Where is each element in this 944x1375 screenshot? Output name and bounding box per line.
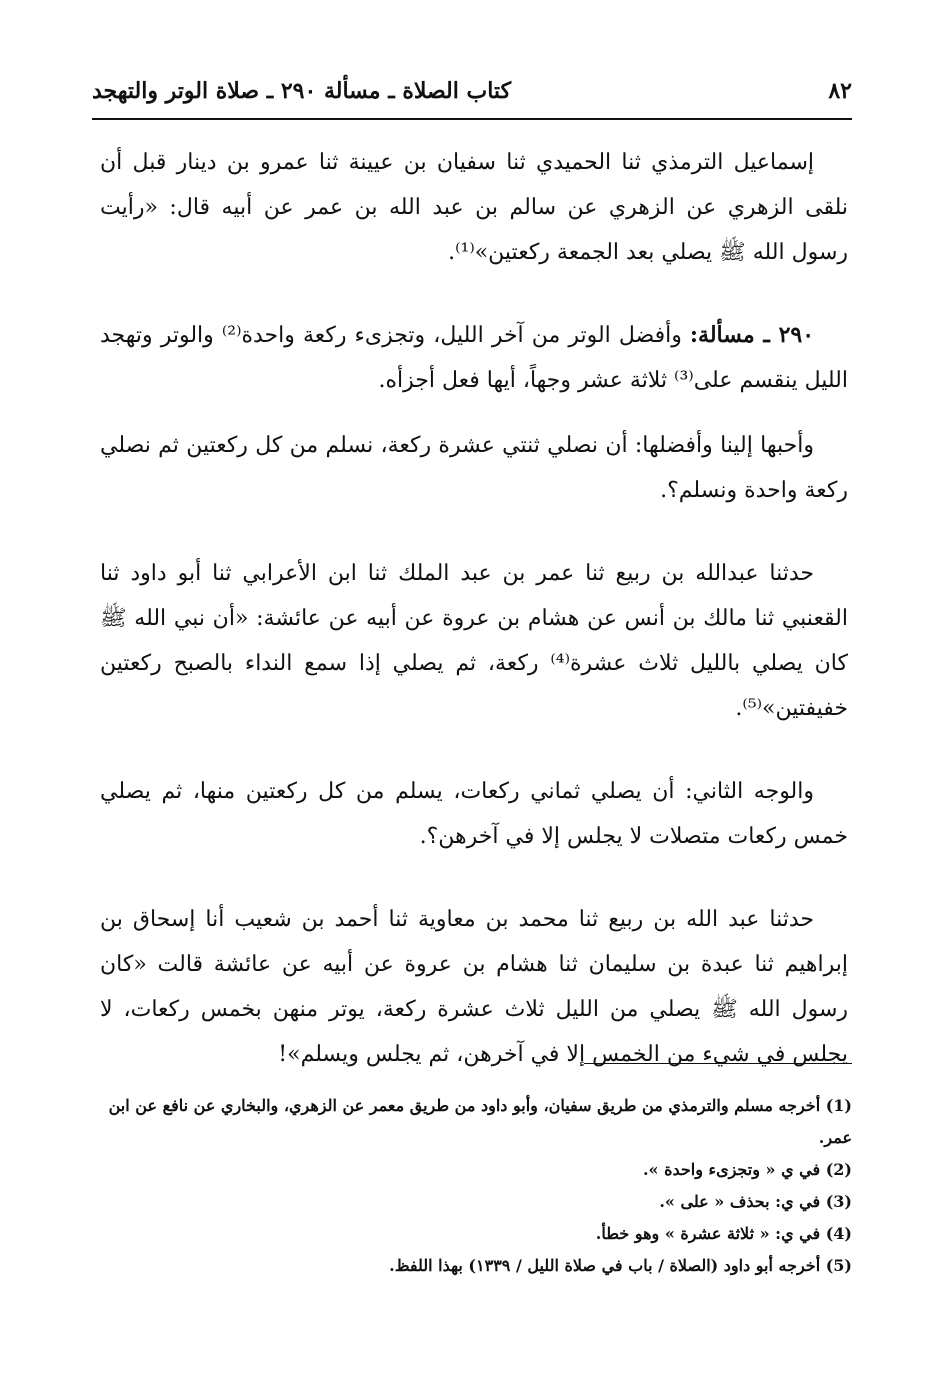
main-text — [100, 140, 848, 1115]
footnote-divider — [584, 1063, 852, 1064]
footnote-5: (5) أخرجه أبو داود (الصلاة / باب في صلاة الليل / ١٣٣٩) بهذا اللفظ. — [389, 1256, 852, 1275]
footnote-3: (3) في ي: بحذف « على ». — [659, 1192, 852, 1211]
paragraph-hadith-3: حدثنا عبد الله بن ربيع ثنا محمد بن معاوية ثنا أحمد بن شعيب أنا إسحاق بن إبراهيم ثنا عبدة بن سليمان ثنا هشام بن عروة عن أبيه عن عائشة قالت «كان رسول الله ﷺ يصلي من الليل ثلاث عشرة ركعة، يوتر منهن بخمس ركعات، لا يجلس في شيء من الخمس إلا في آخرهن، ثم يجلس ويسلم»! — [100, 907, 848, 1067]
footnotes — [100, 1090, 852, 1282]
paragraph-second-way: والوجه الثاني: أن يصلي ثماني ركعات، يسلم من كل ركعتين منها، ثم يصلي خمس ركعات متصلات لا يجلس إلا في آخرهن؟. — [100, 779, 848, 849]
footnote-2: (2) في ي « وتجزىء واحدة ». — [642, 1160, 852, 1179]
paragraph-preferred-way: وأحبها إلينا وأفضلها: أن نصلي ثنتي عشرة ركعة، نسلم من كل ركعتين ثم نصلي ركعة واحدة ونسلم؟. — [100, 433, 848, 503]
page-header — [92, 78, 852, 120]
masala-heading: ٢٩٠ ـ مسألة: — [689, 322, 815, 348]
paragraph-hadith-2: حدثنا عبدالله بن ربيع ثنا عمر بن عبد الملك ثنا ابن الأعرابي ثنا أبو داود ثنا القعنبي ثنا مالك بن أنس عن هشام بن عروة عن أبيه عن عائشة: «أن نبي الله ﷺ كان يصلي بالليل ثلاث عشرة⁽⁴⁾ ركعة، ثم يصلي إذا سمع النداء بالصبح ركعتين خفيفتين»⁽⁵⁾. — [100, 561, 848, 721]
masala-text: وأفضل الوتر من آخر الليل، وتجزىء ركعة واحدة⁽²⁾ والوتر وتهجد الليل ينقسم على⁽³⁾ ثلاثة عشر وجهاً، أيها فعل أجزأه. — [100, 323, 848, 393]
page-number: ٨٢ — [828, 78, 852, 104]
paragraph-hadith-1: إسماعيل الترمذي ثنا الحميدي ثنا سفيان بن عيينة ثنا عمرو بن دينار قبل أن نلقى الزهري عن الزهري عن سالم بن عبد الله بن عمر عن أبيه قال: «رأيت رسول الله ﷺ يصلي بعد الجمعة ركعتين»⁽¹⁾. — [100, 150, 848, 265]
paragraph-masala-290 — [100, 313, 848, 403]
footnote-1: (1) أخرجه مسلم والترمذي من طريق سفيان، وأبو داود من طريق معمر عن الزهري، والبخاري عن نافع عن ابن عمر. — [108, 1096, 852, 1147]
running-title: كتاب الصلاة ـ مسألة ٢٩٠ ـ صلاة الوتر والتهجد — [92, 78, 512, 104]
footnote-4: (4) في ي: « ثلاثة عشرة » وهو خطأ. — [595, 1224, 852, 1243]
